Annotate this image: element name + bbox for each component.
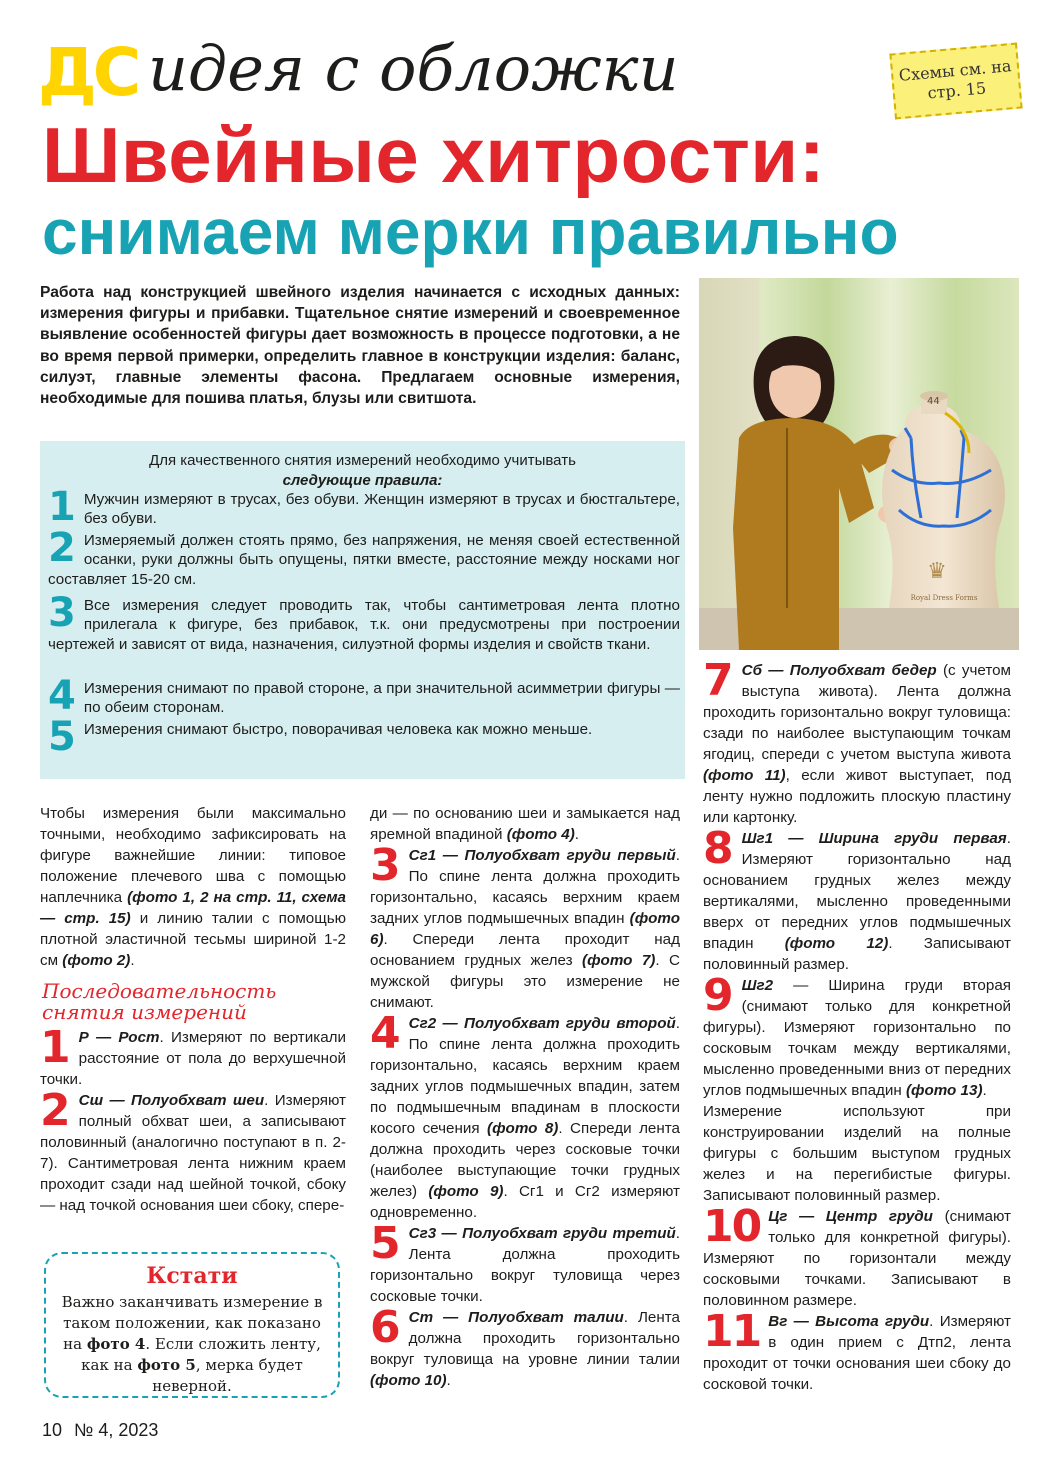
lead-paragraph: Чтобы измерения были максимально точными, необходимо зафиксировать на фигуре важнейшие линии: типовое положение плечевого шва с помощью наплечника (фото 1, 2 на стр. 11, схема — стр. 15) и линию талии с помощью плотной эластичной тесьмы шириной 1-2 см (фото 2). — [40, 805, 347, 969]
measurement-note: Измерение используют при конструировании изделий на полные фигуры с большим выступом грудных желез и на перегибистые фигуры. Записывают половинный размер. — [703, 1103, 1011, 1204]
rules-panel-title: Для качественного снятия измерений необходимо учитывать следующие правила: — [149, 452, 576, 489]
photo-illustration — [699, 278, 1019, 650]
measurement-item: 4 Сг2 — Полуобхват груди второй. По спине лента должна проходить горизонтально, касаясь верхним краем задних углов подмышечных впадин, затем по подмышечным впадинам в плоскости косого сечения (фото 8). Спереди лента должна проходить через сосковые точки (наиболее выступающие точки грудных желез) (фото 9). Сг1 и Сг2 измеряют одновременно. — [370, 1008, 680, 1221]
page-title: Швейные хитрости: — [42, 111, 826, 199]
continued-text: ди — по основанию шеи и замыкается над яремной впадиной (фото 4). — [370, 805, 680, 843]
measurement-item: 1 Р — Рост. Измеряют по вертикали расстояние от пола до верхушечной точки. — [40, 1022, 346, 1088]
mannequin-crown-logo: ♛ — [927, 559, 947, 584]
kstati-title: Кстати — [146, 1263, 238, 1289]
rule-item: 5 Измерения снимают быстро, поворачивая человека как можно меньше. — [48, 714, 593, 760]
rules-panel — [40, 441, 685, 779]
measurement-item: 9 Шг2 — Ширина груди вторая (снимают только для конкретной фигуры). Измеряют горизонтально по сосковым точкам между вертикалями, мысленно проведенными вниз от передних углов подмышечных впадин (фото 13). — [703, 970, 1011, 1099]
rule-item: 2 Измеряемый должен стоять прямо, без напряжения, не меняя своей естественной осанки, руки должны быть опущены, пятки вместе, расстояние между носками ног составляет 15-20 см. — [48, 525, 680, 588]
measurement-item: 2 Сш — Полуобхват шеи. Измеряют полный обхват шеи, а записывают половинный (аналогично поступают в п. 2-7). Сантиметровая лента нижним краем проходит сзади над шейной точкой, сбоку — над точкой основания шеи сбоку, спере- — [40, 1085, 346, 1214]
intro-paragraph: Работа над конструкцией швейного изделия начинается с исходных данных: измерения фигуры и прибавки. Тщательное снятие измерений и своевременное выявление особенностей фигуры дает возможность в процессе подготовки, а не во время первой примерки, определить главное в конструкции изделия: баланс, силуэт, главные элементы фасона. Предлагаем основные измерения, необходимые для пошива платья, блузы или свитшота. — [40, 284, 680, 408]
page-number: 10 — [42, 1420, 63, 1440]
header — [38, 30, 1018, 270]
schemes-note-sticker: Схемы см. на стр. 15 — [889, 43, 1022, 120]
mannequin-size-label: 44 — [927, 396, 940, 407]
issue-number: № 4, 2023 — [74, 1420, 159, 1440]
page-subtitle: снимаем мерки правильно — [42, 196, 899, 268]
measurement-item: 10 Цг — Центр груди (снимают только для конкретной фигуры). Измеряют по горизонтали между сосковыми точками. Записывают в половинном размере. — [703, 1201, 1011, 1309]
measurement-item: 8 Шг1 — Ширина груди первая. Измеряют горизонтально над основанием грудных желез между вертикалями, мысленно проведенными вверх от передних углов подмышечных впадин (фото 12). Записывают половинный размер. — [703, 823, 1011, 973]
column-2 — [370, 803, 680, 1391]
page-footer — [42, 1420, 158, 1441]
measurement-item: 3 Сг1 — Полуобхват груди первый. По спине лента должна проходить горизонтально, касаясь верхним краем задних углов подмышечных впадин (фото 6). Спереди лента проходит над основанием грудных желез (фото 7). С мужской фигуры это измерение не снимают. — [370, 840, 680, 1011]
rubric-title: идея с обложки — [148, 32, 679, 105]
column-3 — [703, 655, 1011, 1395]
measurement-item: 7 Сб — Полуобхват бедер (с учетом выступа живота). Лента должна проходить горизонтально вокруг туловища: сзади по наиболее выступающим точкам ягодиц, спереди с учетом выступа живота (фото 11), если живот выступает, под ленту нужно подложить плоскую пластину или картонку. — [703, 655, 1011, 826]
column-1 — [40, 803, 346, 1216]
rule-item: 3 Все измерения следует проводить так, чтобы сантиметровая лента плотно прилегала к фигуре, без прибавок, т.к. они предусмотрены при построении чертежей и зависят от вида, назначения, силуэтной формы изделия и свойств ткани. — [48, 590, 680, 653]
kstati-box — [44, 1252, 340, 1398]
sequence-title: Последовательность снятия измерений — [42, 979, 277, 1024]
rule-item: 4 Измерения снимают по правой стороне, а при значительной асимметрии фигуры — по обеим сторонам. — [48, 673, 680, 719]
measurement-item: 6 Ст — Полуобхват талии. Лента должна проходить горизонтально вокруг туловища на уровне линии талии (фото 10). — [370, 1302, 680, 1389]
rule-item: 1 Мужчин измеряют в трусах, без обуви. Женщин измеряют в трусах и бюстгальтере, без обуви. — [48, 484, 680, 530]
kstati-text: Важно заканчивать измерение в таком положении, как показано на фото 4. Если сложить ленту, как на фото 5, мерка будет неверной. — [61, 1293, 323, 1395]
photo-woman-with-mannequin — [699, 278, 1019, 650]
mannequin-brand-label: Royal Dress Forms — [910, 594, 978, 602]
measurement-item: 11 Вг — Высота груди. Измеряют в один прием с Дтп2, лента проходит от точки основания шеи сбоку до сосковой точки. — [703, 1306, 1011, 1393]
magazine-logo: ДС — [38, 34, 138, 111]
measurement-item: 5 Сг3 — Полуобхват груди третий. Лента должна проходить горизонтально вокруг туловища через сосковые точки. — [370, 1218, 680, 1305]
